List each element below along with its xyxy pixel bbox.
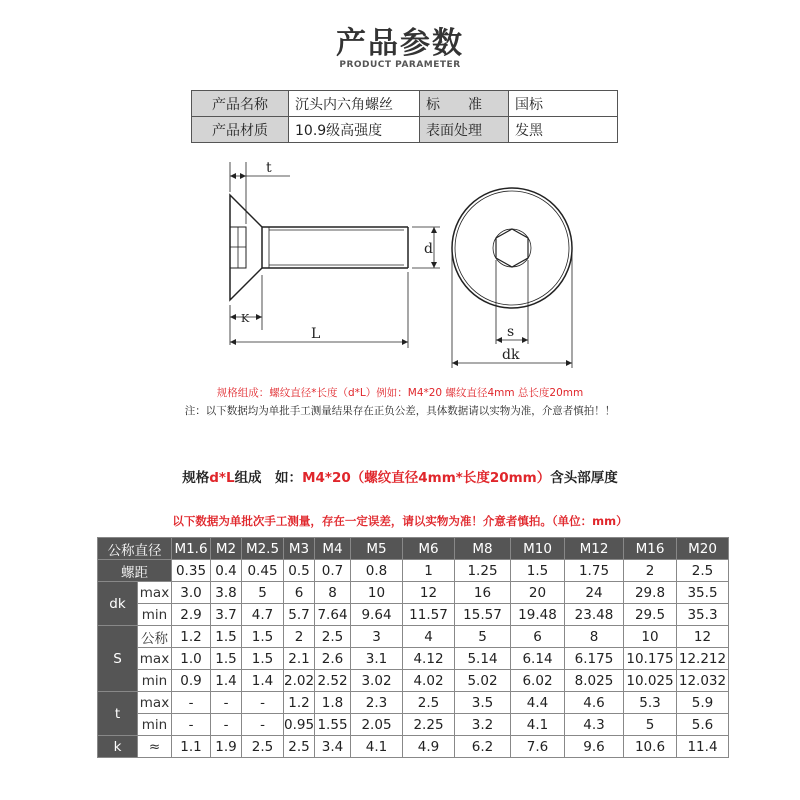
value-cell: 9.64: [351, 604, 403, 626]
value-cell: 1.9: [211, 736, 242, 758]
value-cell: 11.4: [677, 736, 729, 758]
param-value: 国标: [509, 91, 618, 117]
value-cell: 12.032: [677, 670, 729, 692]
size-header: M4: [315, 538, 351, 560]
sub-header: 公称: [138, 626, 172, 648]
size-header: M8: [455, 538, 511, 560]
value-cell: 1.8: [315, 692, 351, 714]
value-cell: 5.7: [284, 604, 315, 626]
value-cell: 4.12: [403, 648, 455, 670]
spec-example: [0, 466, 800, 486]
row-header: S: [98, 626, 138, 692]
value-cell: 4.6: [565, 692, 624, 714]
value-cell: 2.6: [315, 648, 351, 670]
size-header: M5: [351, 538, 403, 560]
value-cell: 5.9: [677, 692, 729, 714]
sub-header: max: [138, 582, 172, 604]
value-cell: 3.0: [172, 582, 211, 604]
value-cell: 6.2: [455, 736, 511, 758]
t-min-row: [98, 714, 729, 736]
page-subtitle: PRODUCT PARAMETER: [339, 60, 461, 70]
size-header: M1.6: [172, 538, 211, 560]
corner-header: 公称直径: [98, 538, 172, 560]
value-cell: -: [172, 692, 211, 714]
value-cell: 0.4: [211, 560, 242, 582]
measurement-warning: 以下数据为单批次手工测量，存在一定误差，请以实物为准！介意者慎拍。（单位：mm）: [172, 514, 628, 528]
dk-min-row: [98, 604, 729, 626]
value-cell: 8: [565, 626, 624, 648]
row-header: k: [98, 736, 138, 758]
value-cell: 5.6: [677, 714, 729, 736]
value-cell: 10.175: [624, 648, 677, 670]
value-cell: 9.6: [565, 736, 624, 758]
value-cell: 1.2: [172, 626, 211, 648]
size-header: M16: [624, 538, 677, 560]
value-cell: 8: [315, 582, 351, 604]
value-cell: 1.4: [242, 670, 284, 692]
value-cell: 3.5: [455, 692, 511, 714]
value-cell: 1.2: [284, 692, 315, 714]
value-cell: -: [242, 714, 284, 736]
value-cell: -: [211, 714, 242, 736]
spec-part: 组成 如：: [234, 470, 303, 486]
value-cell: 10: [624, 626, 677, 648]
param-value: 发黑: [509, 117, 618, 143]
value-cell: 2.1: [284, 648, 315, 670]
value-cell: 4.1: [351, 736, 403, 758]
value-cell: 2.9: [172, 604, 211, 626]
label-dk: dk: [502, 347, 520, 363]
value-cell: 10.025: [624, 670, 677, 692]
value-cell: 11.57: [403, 604, 455, 626]
value-cell: 4.1: [511, 714, 565, 736]
label-d: d: [424, 241, 433, 257]
value-cell: 3.02: [351, 670, 403, 692]
spec-part: 规格: [182, 470, 210, 486]
value-cell: 0.35: [172, 560, 211, 582]
pitch-row: [98, 560, 729, 582]
value-cell: 5.02: [455, 670, 511, 692]
sub-header: min: [138, 604, 172, 626]
row-header: t: [98, 692, 138, 736]
value-cell: 2.02: [284, 670, 315, 692]
disclaimer-note: 注：以下数据均为单批手工测量结果存在正负公差，具体数据请以实物为准，介意者慎拍！！: [184, 405, 616, 417]
param-row: [192, 117, 618, 143]
param-label: 标 准: [420, 91, 509, 117]
value-cell: 2: [624, 560, 677, 582]
param-row: [192, 91, 618, 117]
size-header: M2.5: [242, 538, 284, 560]
value-cell: 1.1: [172, 736, 211, 758]
s-min-row: [98, 670, 729, 692]
value-cell: 1.75: [565, 560, 624, 582]
value-cell: 3.2: [455, 714, 511, 736]
size-header: M12: [565, 538, 624, 560]
value-cell: 1.55: [315, 714, 351, 736]
sub-header: min: [138, 670, 172, 692]
sub-header: max: [138, 692, 172, 714]
value-cell: 35.5: [677, 582, 729, 604]
value-cell: 2.5: [677, 560, 729, 582]
label-l: L: [311, 326, 321, 342]
value-cell: 4.3: [565, 714, 624, 736]
dk-max-row: [98, 582, 729, 604]
size-header: M3: [284, 538, 315, 560]
value-cell: 1.5: [211, 648, 242, 670]
t-max-row: [98, 692, 729, 714]
param-label: 表面处理: [420, 117, 509, 143]
value-cell: 4.9: [403, 736, 455, 758]
value-cell: 2.5: [403, 692, 455, 714]
value-cell: 5: [242, 582, 284, 604]
value-cell: 1.5: [242, 626, 284, 648]
sub-header: min: [138, 714, 172, 736]
value-cell: 6: [511, 626, 565, 648]
value-cell: 3: [351, 626, 403, 648]
product-param-table: [191, 90, 618, 143]
value-cell: 35.3: [677, 604, 729, 626]
dimension-table: [97, 537, 729, 758]
spec-part: M4*20（螺纹直径4mm*长度20mm）: [302, 470, 551, 486]
value-cell: 4.7: [242, 604, 284, 626]
value-cell: 2.25: [403, 714, 455, 736]
value-cell: 1: [403, 560, 455, 582]
param-value: 10.9级高强度: [289, 117, 420, 143]
value-cell: 6: [284, 582, 315, 604]
row-header: 螺距: [98, 560, 172, 582]
value-cell: 1.25: [455, 560, 511, 582]
value-cell: 6.175: [565, 648, 624, 670]
value-cell: 2.5: [284, 736, 315, 758]
value-cell: 0.8: [351, 560, 403, 582]
value-cell: 5.3: [624, 692, 677, 714]
value-cell: 2.5: [242, 736, 284, 758]
param-value: 沉头内六角螺丝: [289, 91, 420, 117]
value-cell: 23.48: [565, 604, 624, 626]
size-header: M10: [511, 538, 565, 560]
spec-note: 规格组成：螺纹直径*长度（d*L）例如：M4*20 螺纹直径4mm 总长度20mm: [216, 387, 584, 399]
value-cell: 3.1: [351, 648, 403, 670]
label-s: s: [507, 324, 515, 340]
value-cell: 0.5: [284, 560, 315, 582]
value-cell: 1.0: [172, 648, 211, 670]
value-cell: 12: [403, 582, 455, 604]
value-cell: 4: [403, 626, 455, 648]
value-cell: 1.5: [511, 560, 565, 582]
value-cell: 5: [624, 714, 677, 736]
value-cell: 0.7: [315, 560, 351, 582]
value-cell: 24: [565, 582, 624, 604]
value-cell: 29.8: [624, 582, 677, 604]
size-header: M6: [403, 538, 455, 560]
header-row: [98, 538, 729, 560]
sub-header: max: [138, 648, 172, 670]
value-cell: -: [172, 714, 211, 736]
value-cell: 2.05: [351, 714, 403, 736]
value-cell: 2.3: [351, 692, 403, 714]
value-cell: 0.9: [172, 670, 211, 692]
value-cell: 6.14: [511, 648, 565, 670]
value-cell: 2.5: [315, 626, 351, 648]
value-cell: 1.5: [242, 648, 284, 670]
value-cell: 2: [284, 626, 315, 648]
sub-header: ≈: [138, 736, 172, 758]
value-cell: 7.64: [315, 604, 351, 626]
value-cell: 4.02: [403, 670, 455, 692]
value-cell: 3.7: [211, 604, 242, 626]
value-cell: 5.14: [455, 648, 511, 670]
screw-drawing: [0, 150, 800, 375]
value-cell: 3.8: [211, 582, 242, 604]
value-cell: 2.52: [315, 670, 351, 692]
row-header: dk: [98, 582, 138, 626]
value-cell: 6.02: [511, 670, 565, 692]
value-cell: 15.57: [455, 604, 511, 626]
label-t: t: [266, 160, 272, 176]
param-label: 产品材质: [192, 117, 289, 143]
value-cell: 1.5: [211, 626, 242, 648]
value-cell: 1.4: [211, 670, 242, 692]
value-cell: 5: [455, 626, 511, 648]
value-cell: 12: [677, 626, 729, 648]
value-cell: -: [242, 692, 284, 714]
size-header: M2: [211, 538, 242, 560]
value-cell: 8.025: [565, 670, 624, 692]
page-title: 产品参数: [336, 26, 464, 61]
value-cell: 0.95: [284, 714, 315, 736]
s-nom-row: [98, 626, 729, 648]
value-cell: 10.6: [624, 736, 677, 758]
s-max-row: [98, 648, 729, 670]
label-k: K: [241, 312, 250, 325]
value-cell: 16: [455, 582, 511, 604]
spec-part: d*L: [209, 470, 235, 486]
value-cell: 29.5: [624, 604, 677, 626]
value-cell: -: [211, 692, 242, 714]
k-row: [98, 736, 729, 758]
param-label: 产品名称: [192, 91, 289, 117]
value-cell: 4.4: [511, 692, 565, 714]
value-cell: 20: [511, 582, 565, 604]
size-header: M20: [677, 538, 729, 560]
value-cell: 7.6: [511, 736, 565, 758]
spec-part: 含头部厚度: [550, 470, 618, 486]
value-cell: 12.212: [677, 648, 729, 670]
value-cell: 3.4: [315, 736, 351, 758]
value-cell: 0.45: [242, 560, 284, 582]
value-cell: 19.48: [511, 604, 565, 626]
value-cell: 10: [351, 582, 403, 604]
